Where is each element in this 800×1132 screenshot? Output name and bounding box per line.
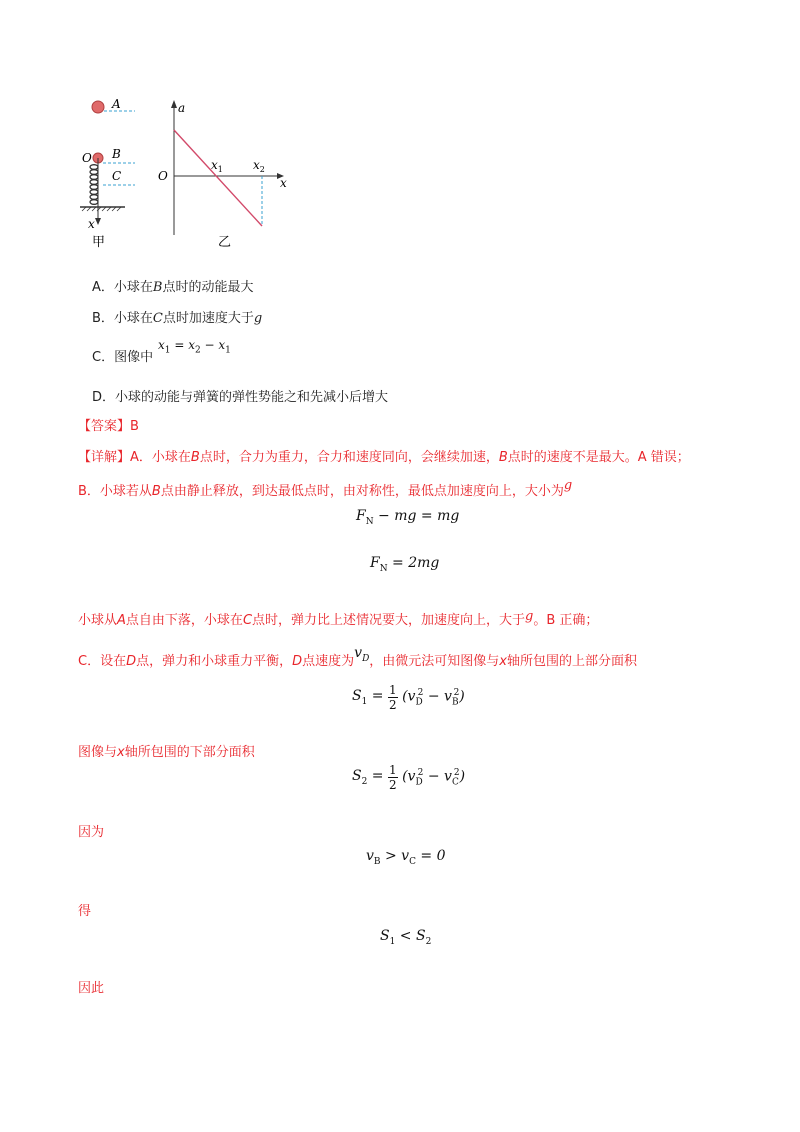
spring <box>90 165 98 205</box>
analysis-line-2: B．小球若从B点由静止释放，到达最低点时，由对称性，最低点加速度向上，大小为g <box>78 478 573 499</box>
option-c-formula: $x_1 = x_2 - x_1$ <box>158 338 231 356</box>
analysis-line-4: C．设在D点，弹力和小球重力平衡，D点速度为$v_D$，由微元法可知图像与x轴所包围的上部分面积 <box>78 645 638 669</box>
label-a: A <box>112 97 121 111</box>
ball-a <box>92 101 104 113</box>
therefore-label: 因此 <box>78 981 105 996</box>
label-c: C <box>112 169 122 183</box>
get-label: 得 <box>78 904 92 919</box>
option-b: B．小球在C点时加速度大于g <box>92 311 263 326</box>
caption-yi: 乙 <box>218 235 232 250</box>
label-b: B <box>112 147 121 161</box>
option-d: D．小球的动能与弹簧的弹性势能之和先减小后增大 <box>92 390 389 405</box>
option-c: C．图像中 <box>92 350 154 365</box>
equation-s1-lt-s2: $S_1 < S_2$ <box>380 928 432 947</box>
label-x1: $x_1$ <box>211 158 223 174</box>
label-a-axis: a <box>178 101 186 115</box>
label-x-left: x <box>88 217 95 231</box>
answer: 【答案】B <box>78 419 139 434</box>
a-x-line <box>174 130 262 226</box>
equation-vb-vc: $v_B > v_C = 0$ <box>366 848 446 867</box>
equation-fn-2mg: $F_N = 2mg$ <box>370 555 440 574</box>
label-x2: $x_2$ <box>253 158 265 174</box>
analysis-line-5: 图像与x轴所包围的下部分面积 <box>78 745 255 760</box>
spring-graph-figure <box>70 90 300 255</box>
option-a: A．小球在B点时的动能最大 <box>92 280 254 295</box>
caption-jia: 甲 <box>92 235 106 250</box>
because-label: 因为 <box>78 825 105 840</box>
equation-s2: $S_2$ = $\frac{1}{2}$ $(v_D^2 - v_C^2)$ <box>352 763 466 792</box>
label-o-left: O <box>82 151 92 165</box>
label-x-right: x <box>280 176 287 190</box>
analysis-line-1: 【详解】A．小球在B点时，合力为重力，合力和速度同向，会继续加速，B点时的速度不是最大。A 错误； <box>78 450 690 465</box>
analysis-line-3: 小球从A点自由下落，小球在C点时，弹力比上述情况要大，加速度向上，大于g。B 正确； <box>78 609 599 628</box>
label-o-right: O <box>158 169 168 183</box>
equation-s1: $S_1$ = $\frac{1}{2}$ $(v_D^2 - v_B^2)$ <box>352 683 465 712</box>
equation-fn-minus-mg: $F_N$ − mg = mg <box>356 508 460 527</box>
